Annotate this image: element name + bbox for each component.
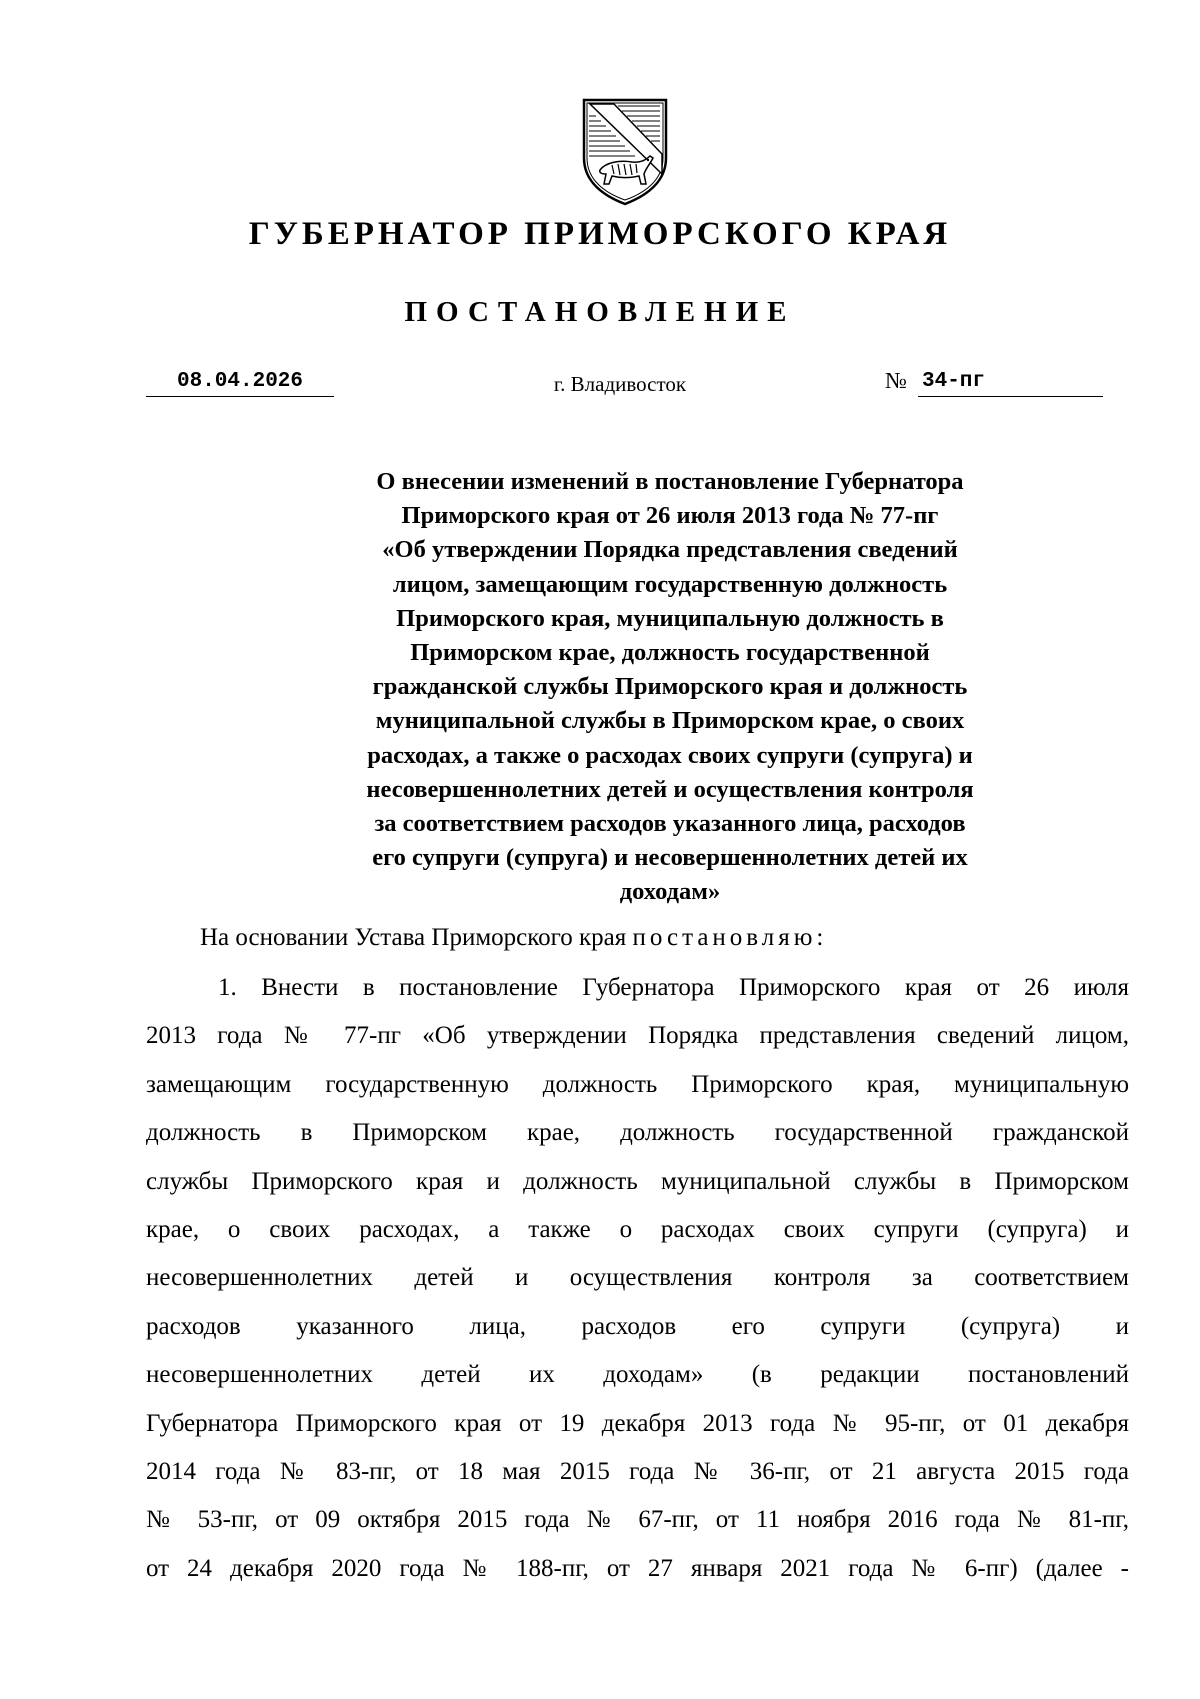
document-city: г. Владивосток bbox=[553, 372, 687, 396]
body-line: службы Приморского края и должность муниципальной службы в Приморском bbox=[146, 1167, 1129, 1195]
document-date: 08.04.2026 bbox=[146, 368, 334, 397]
title-line: лицом, замещающим государственную должность bbox=[392, 570, 948, 598]
title-line: Приморского края, муниципальную должность в bbox=[396, 604, 944, 632]
body-line: должность в Приморском крае, должность государственной гражданской bbox=[146, 1119, 1129, 1147]
title-line: за соответствием расходов указанного лица, расходов bbox=[374, 810, 966, 838]
document-number: 34-пг bbox=[918, 368, 1103, 397]
body-line: от 24 декабря 2020 года № 188-пг, от 27 января 2021 года № 6-пг) (далее - bbox=[146, 1554, 1129, 1582]
body-line: несовершеннолетних детей и осуществления контроля за соответствием bbox=[146, 1264, 1129, 1292]
body-line: 1. Внести в постановление Губернатора Приморского края от 26 июля bbox=[218, 974, 1129, 1001]
body-line: крае, о своих расходах, а также о расходах своих супруги (супруга) и bbox=[146, 1215, 1129, 1243]
issuing-authority-heading: ГУБЕРНАТОР ПРИМОРСКОГО КРАЯ bbox=[248, 216, 952, 252]
title-line: его супруги (супруга) и несовершеннолетних детей их bbox=[372, 844, 968, 872]
title-line: Приморского края от 26 июля 2013 года № 77-пг bbox=[401, 502, 939, 530]
body-paragraph bbox=[146, 972, 1129, 1601]
decree-word: постановляю: bbox=[632, 924, 828, 951]
document-type-heading: ПОСТАНОВЛЕНИЕ bbox=[404, 296, 796, 328]
document-title bbox=[300, 465, 1040, 910]
coat-of-arms-emblem bbox=[580, 96, 670, 208]
title-line: муниципальной службы в Приморском крае, о своих bbox=[375, 707, 965, 735]
body-line: 2013 года № 77-пг «Об утверждении Порядка представления сведений лицом, bbox=[146, 1022, 1129, 1050]
title-line: «Об утверждении Порядка представления сведений bbox=[382, 536, 958, 564]
document-number-label: № bbox=[885, 368, 907, 393]
title-line: гражданской службы Приморского края и должность bbox=[372, 673, 968, 701]
body-line: Губернатора Приморского края от 19 декабря 2013 года № 95-пг, от 01 декабря bbox=[146, 1409, 1129, 1437]
body-line: замещающим государственную должность Приморского края, муниципальную bbox=[146, 1070, 1129, 1098]
body-line: 2014 года № 83-пг, от 18 мая 2015 года № 36-пг, от 21 августа 2015 года bbox=[146, 1457, 1129, 1485]
title-line: несовершеннолетних детей и осуществления контроля bbox=[366, 775, 974, 803]
body-line: № 53-пг, от 09 октября 2015 года № 67-пг, от 11 ноября 2016 года № 81-пг, bbox=[146, 1506, 1129, 1534]
body-line: несовершеннолетних детей их доходам» (в редакции постановлений bbox=[146, 1361, 1129, 1389]
preamble-paragraph bbox=[200, 922, 827, 954]
title-line: О внесении изменений в постановление Губернатора bbox=[376, 468, 964, 495]
title-line: Приморском крае, должность государственной bbox=[410, 639, 930, 667]
preamble-text: На основании Устава Приморского края bbox=[200, 924, 633, 951]
title-line: расходах, а также о расходах своих супруги (супруга) и bbox=[367, 741, 973, 769]
title-line: доходам» bbox=[619, 878, 721, 906]
body-line: расходов указанного лица, расходов его супруги (супруга) и bbox=[146, 1312, 1129, 1340]
